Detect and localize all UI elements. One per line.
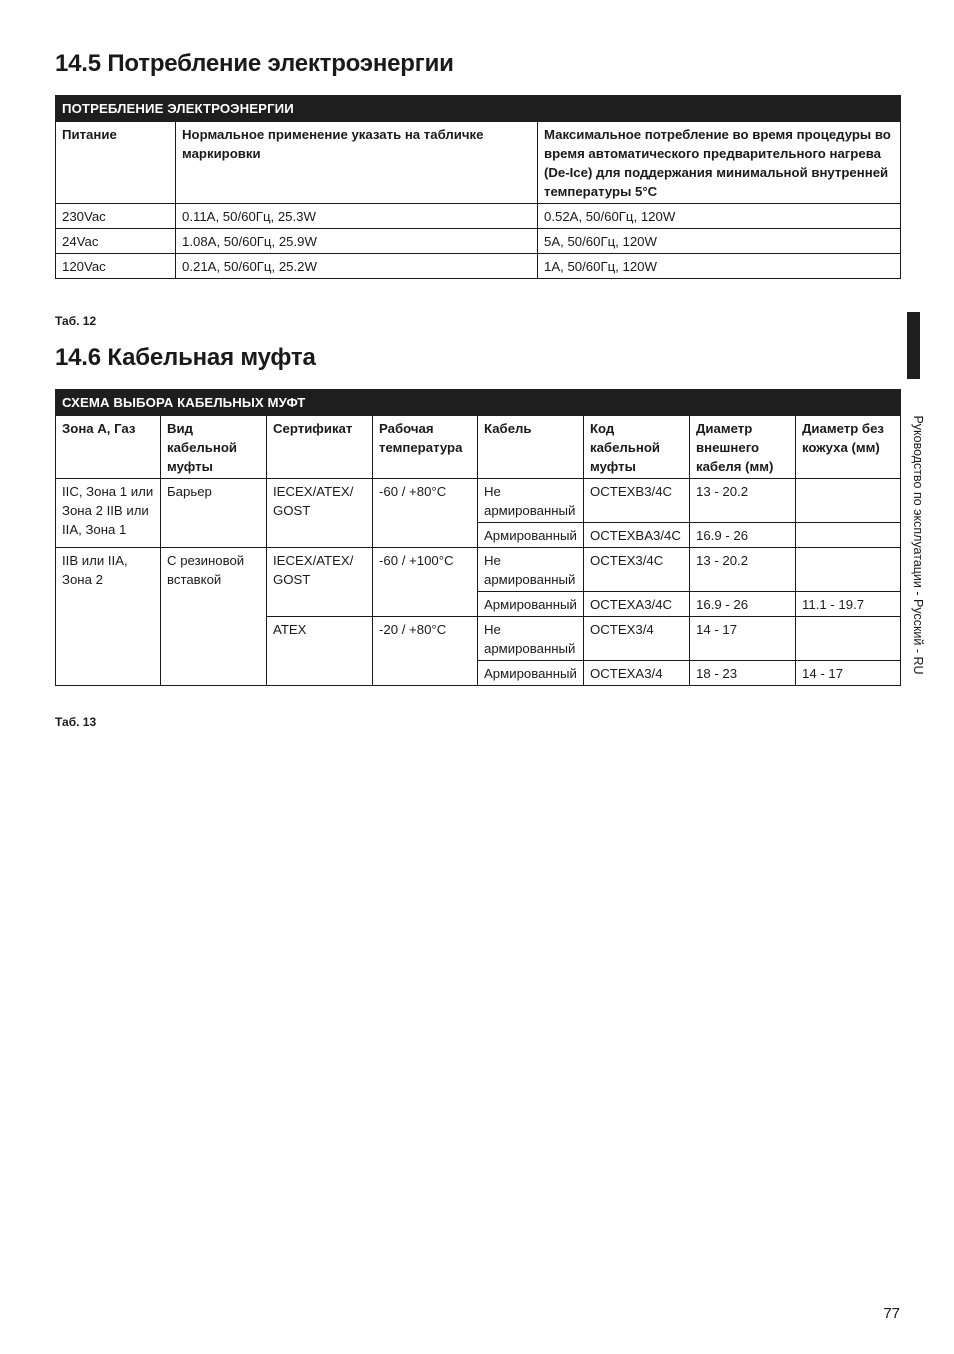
code-cell: OCTEXA3/4C (584, 592, 690, 617)
code-cell: OCTEX3/4 (584, 617, 690, 661)
chapter-tab-marker (907, 312, 920, 379)
cable-cell: Армированный (478, 523, 584, 548)
sidebar-running-title: Руководство по эксплуатации - Русский - RU (911, 415, 925, 675)
page-number: 77 (883, 1305, 900, 1322)
table-row (56, 548, 901, 592)
inner-diameter-cell: 14 - 17 (796, 661, 901, 686)
temperature-cell: -60 / +80°C (373, 479, 478, 548)
table-cell: 230Vac (56, 204, 176, 229)
column-header: Рабочая температура (373, 416, 478, 479)
outer-diameter-cell: 13 - 20.2 (690, 479, 796, 523)
table-cell: 1A, 50/60Гц, 120W (538, 254, 901, 279)
gland-type-cell: С резиновой вставкой (161, 548, 267, 686)
table-row (56, 229, 901, 254)
outer-diameter-cell: 13 - 20.2 (690, 548, 796, 592)
zone-cell: IIC, Зона 1 или Зона 2 IIB или IIA, Зона 1 (56, 479, 161, 548)
temperature-cell: -60 / +100°C (373, 548, 478, 617)
table-cell: 0.11A, 50/60Гц, 25.3W (176, 204, 538, 229)
column-header: Кабель (478, 416, 584, 479)
certificate-cell: IECEX/ATEX/ GOST (267, 548, 373, 617)
table-cell: 24Vac (56, 229, 176, 254)
table-cell: 0.21A, 50/60Гц, 25.2W (176, 254, 538, 279)
column-header: Нормальное применение указать на табличке маркировки (176, 122, 538, 204)
certificate-cell: IECEX/ATEX/ GOST (267, 479, 373, 548)
gland-type-cell: Барьер (161, 479, 267, 548)
column-header: Зона А, Газ (56, 416, 161, 479)
table-banner: ПОТРЕБЛЕНИЕ ЭЛЕКТРОЭНЕРГИИ (56, 96, 901, 122)
zone-cell: IIB или IIA, Зона 2 (56, 548, 161, 686)
temperature-cell: -20 / +80°C (373, 617, 478, 686)
column-header: Код кабельной муфты (584, 416, 690, 479)
section-title-power: 14.5 Потребление электроэнергии (55, 50, 454, 77)
table-banner: СХЕМА ВЫБОРА КАБЕЛЬНЫХ МУФТ (56, 390, 901, 416)
outer-diameter-cell: 16.9 - 26 (690, 592, 796, 617)
code-cell: OCTEXA3/4 (584, 661, 690, 686)
table-cell: 5A, 50/60Гц, 120W (538, 229, 901, 254)
table-cell: 0.52A, 50/60Гц, 120W (538, 204, 901, 229)
inner-diameter-cell (796, 479, 901, 523)
table-row (56, 204, 901, 229)
table-caption: Таб. 13 (55, 715, 97, 729)
section-title-cable-gland: 14.6 Кабельная муфта (55, 344, 316, 371)
column-header: Вид кабельной муфты (161, 416, 267, 479)
inner-diameter-cell (796, 548, 901, 592)
column-header: Сертификат (267, 416, 373, 479)
table-caption: Таб. 12 (55, 314, 97, 328)
code-cell: OCTEX3/4C (584, 548, 690, 592)
cable-gland-table (55, 389, 901, 686)
cable-cell: Не армированный (478, 479, 584, 523)
column-header: Диаметр внешнего кабеля (мм) (690, 416, 796, 479)
cable-cell: Не армированный (478, 617, 584, 661)
column-header: Диаметр без кожуха (мм) (796, 416, 901, 479)
outer-diameter-cell: 18 - 23 (690, 661, 796, 686)
code-cell: OCTEXB3/4C (584, 479, 690, 523)
cable-cell: Армированный (478, 661, 584, 686)
certificate-cell: ATEX (267, 617, 373, 686)
inner-diameter-cell (796, 617, 901, 661)
table-row (56, 479, 901, 523)
table-header-row (56, 416, 901, 479)
inner-diameter-cell (796, 523, 901, 548)
column-header: Питание (56, 122, 176, 204)
table-header-row (56, 122, 901, 204)
code-cell: OCTEXBA3/4C (584, 523, 690, 548)
power-consumption-table (55, 95, 901, 279)
cable-cell: Не армированный (478, 548, 584, 592)
outer-diameter-cell: 14 - 17 (690, 617, 796, 661)
column-header: Максимальное потребление во время процедуры во время автоматического предварительного нагрева (De-Ice) для поддержания минимальной внутренней температуры 5°C (538, 122, 901, 204)
cable-cell: Армированный (478, 592, 584, 617)
table-row (56, 254, 901, 279)
table-cell: 120Vac (56, 254, 176, 279)
inner-diameter-cell: 11.1 - 19.7 (796, 592, 901, 617)
outer-diameter-cell: 16.9 - 26 (690, 523, 796, 548)
table-cell: 1.08A, 50/60Гц, 25.9W (176, 229, 538, 254)
